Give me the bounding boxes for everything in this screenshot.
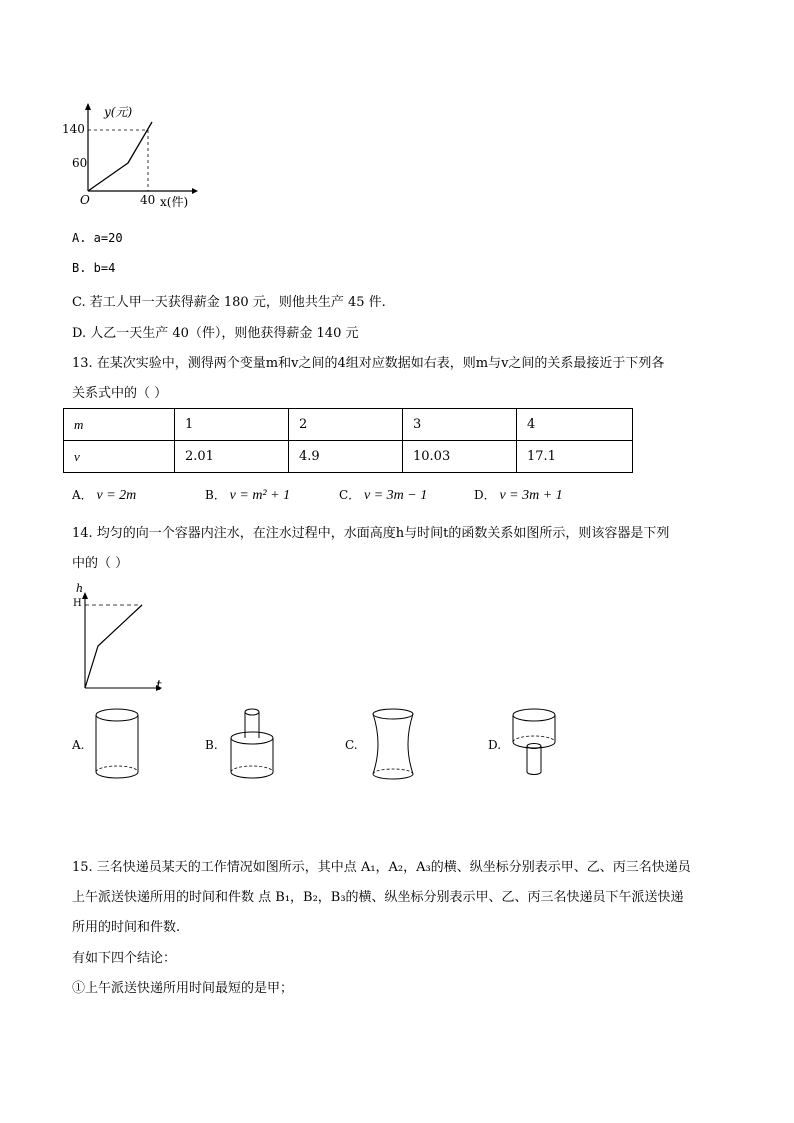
table-cell-v2: 4.9 <box>289 441 403 473</box>
q13-option-a <box>72 486 136 504</box>
table-cell-v1: 2.01 <box>175 441 289 473</box>
q13-data-table <box>63 408 633 473</box>
q13-option-c-formula: v = 3m − 1 <box>364 488 428 503</box>
wage-graph <box>60 100 210 215</box>
q13-option-b <box>205 486 290 504</box>
graph1-y-label: y(元) <box>104 105 133 119</box>
narrow-bottom-container-icon <box>508 706 562 782</box>
q14-choice-b-label: B. <box>205 738 218 752</box>
graph2-y-label: h <box>76 582 84 595</box>
height-time-graph <box>68 582 178 697</box>
cylinder-container-icon <box>92 706 142 782</box>
graph2-x-label: t <box>156 678 162 694</box>
q13-option-d-letter: D． <box>474 488 496 502</box>
q13-option-c-letter: C． <box>339 488 361 502</box>
q13-stem-line2: 关系式中的（ ） <box>72 386 168 401</box>
table-header-v: v <box>64 441 175 473</box>
q12-option-a: A. a=20 <box>72 231 123 245</box>
graph1-x-tick-40: 40 <box>140 193 156 207</box>
q14-choice-c-label: C. <box>345 738 358 752</box>
narrow-top-container-icon <box>226 704 282 784</box>
q13-stem-line1: 13. 在某次实验中，测得两个变量m和v之间的4组对应数据如右表，则m与v之间的关系最接近于下列各 <box>72 356 665 371</box>
q14-stem-line2: 中的（ ） <box>72 556 129 571</box>
q13-option-c <box>339 486 427 504</box>
graph2-y-tick-h: H <box>73 598 82 609</box>
q12-option-c: C. 若工人甲一天获得薪金 180 元，则他共生产 45 件. <box>72 295 386 310</box>
q15-stem-line2: 上午派送快递所用的时间和件数 点 B₁，B₂，B₃的横、纵坐标分别表示甲、乙、丙三名快递员下午派送快递 <box>72 890 684 905</box>
q12-option-b: B. b=4 <box>72 261 116 275</box>
q13-option-a-formula: v = 2m <box>96 488 137 503</box>
table-cell-m3: 3 <box>403 409 517 441</box>
q13-option-d <box>474 486 563 504</box>
graph1-x-label: x(件) <box>160 195 189 209</box>
graph1-origin: O <box>80 193 90 207</box>
table-cell-m2: 2 <box>289 409 403 441</box>
table-cell-v3: 10.03 <box>403 441 517 473</box>
table-cell-v4: 17.1 <box>517 441 633 473</box>
q15-stem-line4: 有如下四个结论： <box>72 951 177 966</box>
q13-option-b-letter: B． <box>205 488 226 502</box>
table-header-m: m <box>64 409 175 441</box>
q15-stem-line1: 15. 三名快递员某天的工作情况如图所示，其中点 A₁，A₂，A₃的横、纵坐标分别表示甲、乙、丙三名快递员 <box>72 860 691 875</box>
hourglass-container-icon <box>368 706 418 784</box>
table-row-m <box>64 409 633 441</box>
q12-option-d: D. 人乙一天生产 40（件），则他获得薪金 140 元 <box>72 326 359 341</box>
graph1-y-tick-60: 60 <box>72 156 88 170</box>
q15-conclusion-1: ①上午派送快递所用时间最短的是甲； <box>72 981 294 996</box>
q14-stem-line1: 14. 均匀的向一个容器内注水，在注水过程中，水面高度h与时间t的函数关系如图所示，则该容器是下列 <box>72 526 670 541</box>
q13-option-b-formula: v = m² + 1 <box>229 488 291 503</box>
q15-stem-line3: 所用的时间和件数. <box>72 920 181 935</box>
graph1-y-tick-140: 140 <box>62 122 85 136</box>
q13-option-d-formula: v = 3m + 1 <box>499 488 563 503</box>
q14-choice-d-label: D. <box>488 738 502 752</box>
table-cell-m4: 4 <box>517 409 633 441</box>
q13-option-a-letter: A． <box>72 488 93 502</box>
table-row-v <box>64 441 633 473</box>
table-cell-m1: 1 <box>175 409 289 441</box>
q14-choice-a-label: A. <box>72 738 85 752</box>
